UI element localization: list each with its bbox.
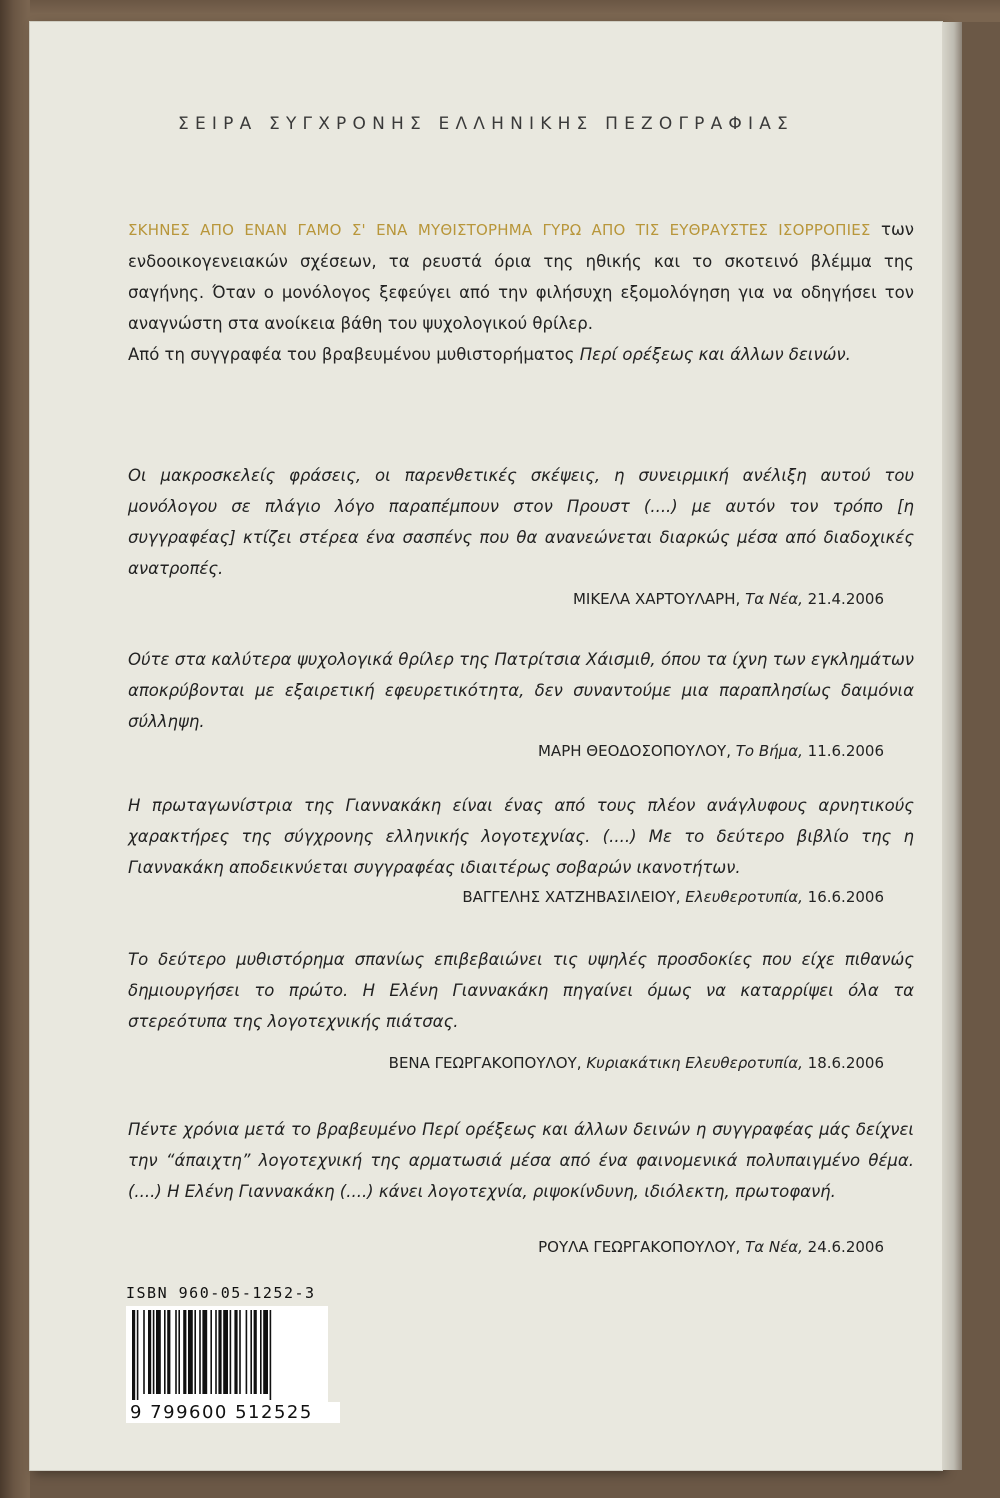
review-critic: ΜΙΚΕΛΑ ΧΑΡΤΟΥΛΑΡΗ, [572,590,741,608]
review-source: Κυριακάτικη Ελευθεροτυπία, [586,1054,803,1072]
review-quote-2: Ούτε στα καλύτερα ψυχολογικά θρίλερ της Πατρίτσια Χάισμιθ, όπου τα ίχνη των εγκλημάτων αποκρύβονται με εξαιρετική εφευρετικότητα, δεν συναντούμε μια παραπλησίως δαιμόνια σύλληψη. [128,650,914,731]
series-title: ΣΕΙΡΑ ΣΥΓΧΡΟΝΗΣ ΕΛΛΗΝΙΚΗΣ ΠΕΖΟΓΡΑΦΙΑΣ [178,114,794,134]
review-source: Ελευθεροτυπία, [685,888,803,906]
author-line-title: Περί ορέξεως και άλλων δεινών. [579,345,851,364]
review-source: Τα Νέα, [745,1238,803,1256]
review-source: Τα Νέα, [745,590,803,608]
isbn-label: ISBN 960-05-1252-3 [126,1284,316,1302]
barcode-bar [164,1310,166,1394]
barcode-bar [263,1310,268,1394]
review-attribution-1 [84,590,884,608]
barcode-bar [153,1310,155,1394]
barcode-bar [137,1310,139,1400]
barcode-bar [215,1310,217,1394]
review-date: 16.6.2006 [807,888,884,906]
review-attribution-2 [84,742,884,760]
intro-headline: ΣΚΗΝΕΣ ΑΠΟ ΕΝΑΝ ΓΑΜΟ Σ' ΕΝΑ ΜΥΘΙΣΤΟΡΗΜΑ ΓΥΡΩ ΑΠΟ ΤΙΣ ΕΥΘΡΑΥΣΤΕΣ ΙΣΟΡΡΟΠΙΕΣ [128,221,871,239]
review-quote-4: Το δεύτερο μυθιστόρημα σπανίως επιβεβαιώνει τις υψηλές προσδοκίες που είχε πιθανώς δημιουργήσει το πρώτο. Η Ελένη Γιαννακάκη πηγαίνει όμως να καταρρίψει όλα τα στερεότυπα της λογοτεχνικής πιάτσας. [128,950,914,1031]
barcode-bar [156,1310,161,1394]
review-date: 18.6.2006 [807,1054,884,1072]
barcode-bar [234,1310,237,1394]
review-critic: ΜΑΡΗ ΘΕΟΔΟΣΟΠΟΥΛΟΥ, [537,742,731,760]
book-edge [942,22,962,1470]
barcode-bar [254,1310,257,1394]
review-critic: ΒΑΓΓΕΛΗΣ ΧΑΤΖΗΒΑΣΙΛΕΙΟΥ, [462,888,681,906]
barcode-bar [202,1310,207,1394]
review-date: 21.4.2006 [807,590,884,608]
author-line-prefix: Από τη συγγραφέα του βραβευμένου μυθιστορήματος [128,345,580,364]
barcode-bar [223,1310,228,1394]
review-attribution-3 [84,888,884,906]
barcode-bar [199,1310,201,1394]
book-back-cover [30,22,942,1470]
barcode-bar [175,1310,177,1394]
review-quote-3: Η πρωταγωνίστρια της Γιαννακάκη είναι ένας από τους πλέον ανάγλυφους αρνητικούς χαρακτήρες της σύγχρονης ελληνικής λογοτεχνίας. (....) Με το δεύτερο βιβλίο της η Γιαννακάκη αποδεικνύεται συγγραφέας ιδιαιτέρως σοβαρών ικανοτήτων. [128,796,914,877]
review-quote-5: Πέντε χρόνια μετά το βραβευμένο Περί ορέξεως και άλλων δεινών η συγγραφέας μάς δείχνει την “άπαιχτη” λογοτεχνική της αρματωσιά μέσα από ένα φαινομενικά πολυπαιγμένο θέμα. (....) Η Ελένη Γιαννακάκη (....) κάνει λογοτεχνία, ριψοκίνδυνη, ιδιόλεκτη, πρωτοφανή. [128,1120,914,1201]
barcode-bar [246,1310,248,1394]
review-critic: ΒΕΝΑ ΓΕΩΡΓΑΚΟΠΟΥΛΟΥ, [388,1054,582,1072]
barcode-bar [250,1310,252,1394]
review-date: 11.6.2006 [807,742,884,760]
barcode-bar [194,1310,196,1394]
barcode-bar [143,1310,145,1394]
barcode-bar [230,1310,232,1394]
barcode-bar [188,1310,193,1394]
barcode-bar [178,1310,180,1394]
barcode-bar [210,1310,212,1394]
barcode-bar [239,1310,241,1394]
barcode-bar [270,1310,272,1400]
review-date: 24.6.2006 [807,1238,884,1256]
barcode-bar [167,1310,170,1394]
barcode-bar [183,1310,186,1394]
review-attribution-4 [84,1054,884,1072]
intro-body: των ενδοοικογενειακών σχέσεων, τα ρευστά όρια της ηθικής και το σκοτεινό βλέμμα της σαγήνης. Όταν ο μονόλογος ξεφεύγει από την φιλήσυχη εξομολόγηση για να οδηγήσει τον αναγνώστη στα ανοίκεια βάθη του ψυχολογικού θρίλερ. [128,220,914,333]
barcode-bar [218,1310,221,1394]
barcode [126,1306,328,1402]
barcode-bars [132,1310,322,1400]
review-quote-1: Οι μακροσκελείς φράσεις, οι παρενθετικές σκέψεις, η συνειρμική ανέλιξη αυτού του μονόλογου σε πλάγιο λόγο παραπέμπουν στον Προυστ (....) με αυτόν τον τρόπο [η συγγραφέας] κτίζει στέρεα ένα σασπένς που θα ανανεώνεται διαρκώς μέσα από διαδοχικές ανατροπές. [128,466,914,578]
barcode-bar [260,1310,262,1394]
barcode-number: 9 799600 512525 [126,1402,340,1423]
intro-blurb [128,214,914,370]
barcode-bar [132,1310,135,1400]
barcode-bar [148,1310,151,1394]
review-source: Το Βήμα, [735,742,803,760]
review-critic: ΡΟΥΛΑ ΓΕΩΡΓΑΚΟΠΟΥΛΟΥ, [538,1238,741,1256]
review-attribution-5 [84,1238,884,1256]
